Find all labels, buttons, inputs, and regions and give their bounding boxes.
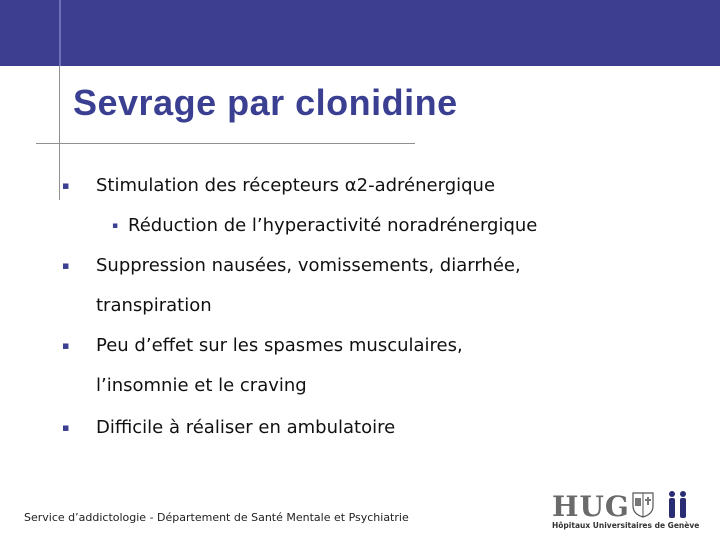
slide-title: Sevrage par clonidine (73, 82, 458, 123)
title-underline-rule (36, 143, 415, 144)
footer-text: Service d’addictologie - Département de Santé Mentale et Psychiatrie (24, 511, 409, 524)
bullet-marker: ▪ (62, 421, 70, 434)
bullet-item (62, 326, 463, 366)
bullet-text: transpiration (96, 295, 212, 316)
geneva-crest-icon (632, 492, 654, 518)
bullet-text: Difficile à réaliser en ambulatoire (96, 417, 396, 438)
bullet-text: Réduction de l’hyperactivité noradrénergique (128, 215, 538, 236)
header-band-divider (59, 0, 61, 66)
bullet-text: l’insomnie et le craving (96, 375, 307, 396)
bullet-item (62, 166, 496, 206)
bullet-continuation (96, 366, 307, 406)
bullet-text: Suppression nausées, vomissements, diarrhée, (96, 255, 521, 276)
vertical-rule (59, 66, 60, 200)
bullet-marker: ▪ (112, 221, 119, 231)
sub-bullet-item (112, 206, 538, 246)
bullet-text: Peu d’effet sur les spasmes musculaires, (96, 335, 463, 356)
bullet-marker: ▪ (62, 179, 70, 192)
bullet-continuation (96, 286, 212, 326)
bullet-item (62, 246, 521, 286)
bullet-marker: ▪ (62, 259, 70, 272)
hug-logo (552, 490, 700, 532)
people-figures-icon (666, 490, 690, 520)
header-band (0, 0, 720, 66)
bullet-item (62, 408, 396, 448)
bullet-text: Stimulation des récepteurs α2-adrénergique (96, 175, 496, 196)
logo-wordmark: HUG (552, 490, 630, 523)
bullet-marker: ▪ (62, 339, 70, 352)
logo-tagline: Hôpitaux Universitaires de Genève (552, 521, 700, 530)
